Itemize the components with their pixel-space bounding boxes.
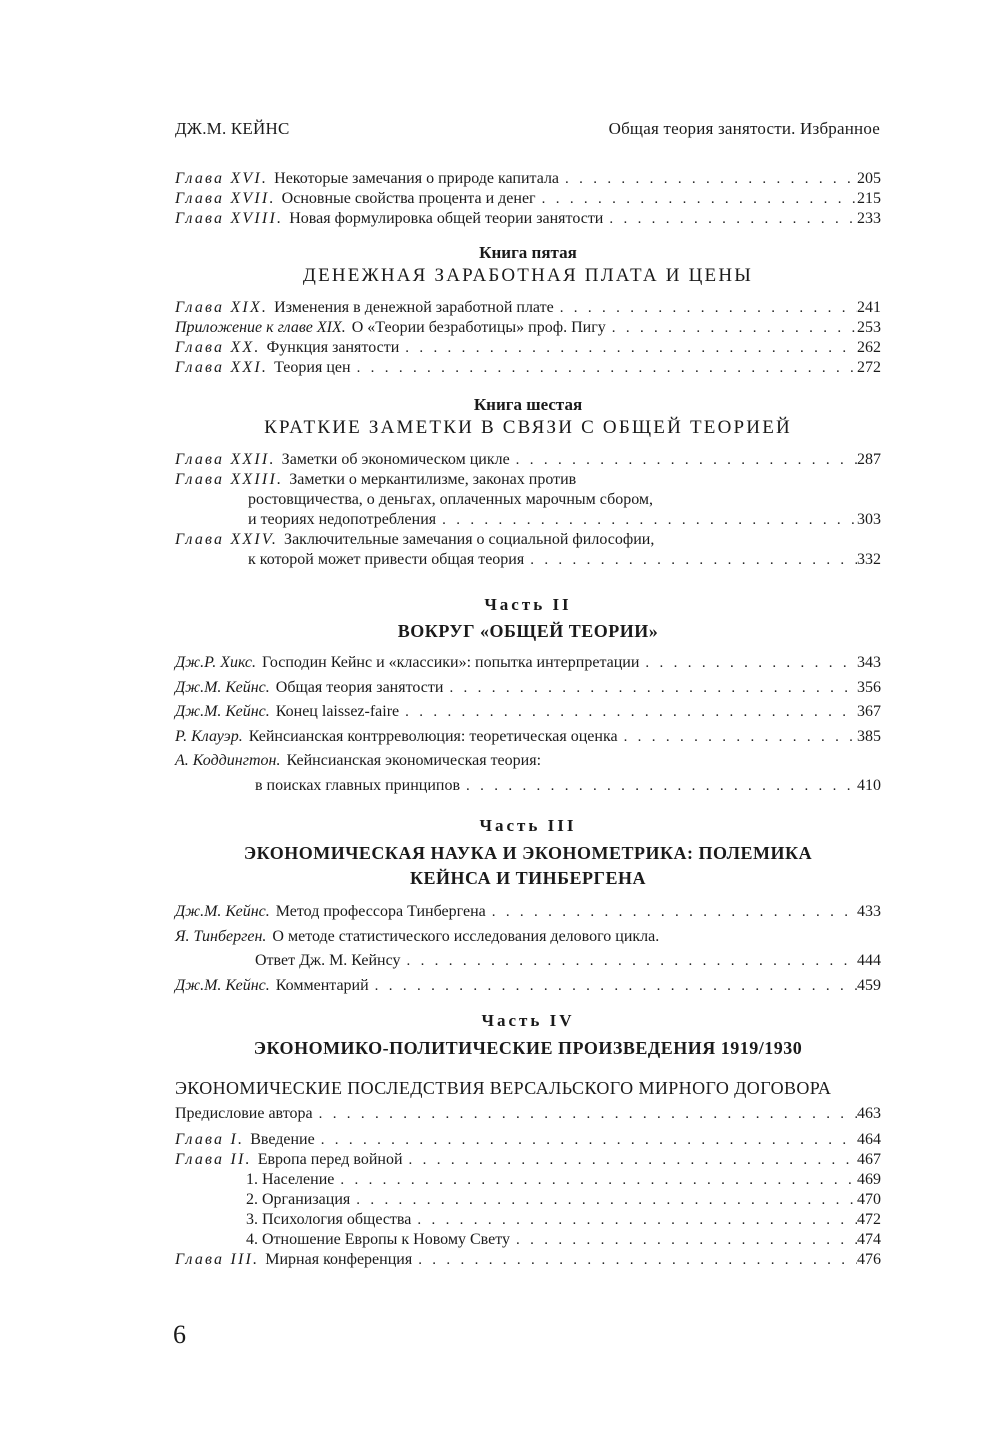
- toc-entry[interactable]: Я. Тинберген. О методе статистического исследования делового цикла.: [175, 927, 660, 945]
- part3-label: Часть III: [479, 816, 577, 835]
- page-ref: 385: [857, 727, 881, 745]
- toc-entry[interactable]: Глава III. Мирная конференция . . . 476: [175, 1250, 881, 1270]
- page-ref: 356: [857, 678, 881, 696]
- toc-entry-continuation[interactable]: Ответ Дж. М. Кейнсу . . . 444: [175, 949, 881, 974]
- page-ref: 444: [857, 952, 881, 969]
- book5-title: ДЕНЕЖНАЯ ЗАРАБОТНАЯ ПЛАТА И ЦЕНЫ: [302, 265, 754, 286]
- toc-section[interactable]: 2. Организация . . . 470: [175, 1190, 881, 1210]
- toc-entry[interactable]: Дж.М. Кейнс. Конец laissez-faire . . . 367: [175, 700, 881, 725]
- toc-entry-continuation[interactable]: и теориях недопотребления . . . 303: [175, 510, 881, 530]
- toc-block-book4-end: [175, 169, 881, 229]
- page-ref: 463: [857, 1105, 881, 1122]
- leader-dots: [436, 510, 857, 530]
- toc-entry[interactable]: Глава XVI. Некоторые замечания о природе капитала . . . 205: [175, 169, 881, 189]
- toc-entry[interactable]: Глава II. Европа перед войной . . . 467: [175, 1150, 881, 1170]
- leader-dots: [554, 298, 857, 318]
- page-ref: 410: [857, 776, 881, 794]
- leader-dots: [639, 651, 857, 676]
- leader-dots: [618, 725, 857, 750]
- page-ref: 474: [857, 1231, 881, 1248]
- leader-dots: [411, 1210, 857, 1230]
- book6-label: Книга шестая: [473, 395, 583, 414]
- toc-entry[interactable]: Дж.М. Кейнс. Метод профессора Тинбергена . . . 433: [175, 900, 881, 925]
- toc-entry[interactable]: Глава XIX. Изменения в денежной заработной плате . . . 241: [175, 298, 881, 318]
- leader-dots: [315, 1130, 857, 1150]
- leader-dots: [369, 974, 857, 999]
- running-head-author: ДЖ.М. КЕЙНС: [175, 119, 290, 138]
- page-ref: 205: [857, 170, 881, 187]
- leader-dots: [603, 209, 857, 229]
- toc-entry-continuation[interactable]: к которой может привести общая теория . . . 332: [175, 550, 881, 570]
- page-ref: 464: [857, 1131, 881, 1148]
- toc-section[interactable]: 1. Население . . . 469: [175, 1170, 881, 1190]
- leader-dots: [536, 189, 857, 209]
- page-ref: 469: [857, 1171, 881, 1188]
- toc-entry[interactable]: Дж.Р. Хикс. Господин Кейнс и «классики»: попытка интерпретации . . . 343: [175, 651, 881, 676]
- toc-section[interactable]: 4. Отношение Европы к Новому Свету . . . 474: [175, 1230, 881, 1250]
- toc-entry[interactable]: Глава XXII. Заметки об экономическом цикле . . . 287: [175, 450, 881, 470]
- toc-block-part3: [175, 900, 881, 998]
- page-ref: 459: [857, 976, 881, 994]
- page-ref: 215: [857, 190, 881, 207]
- leader-dots: [510, 450, 857, 470]
- page-ref: 367: [857, 703, 881, 720]
- page-number: 6: [173, 1320, 186, 1349]
- toc-block-book5: [175, 298, 881, 378]
- leader-dots: [351, 358, 857, 378]
- toc-entry[interactable]: А. Коддингтон. Кейнсианская экономическая теория:: [175, 752, 542, 769]
- toc-entry[interactable]: Глава I. Введение . . . 464: [175, 1130, 881, 1150]
- leader-dots: [334, 1170, 857, 1190]
- toc-entry[interactable]: Глава XVIII. Новая формулировка общей теории занятости . . . 233: [175, 209, 881, 229]
- page-ref: 433: [857, 903, 881, 920]
- toc-entry[interactable]: Дж.М. Кейнс. Комментарий . . . 459: [175, 974, 881, 999]
- book5-label: Книга пятая: [479, 243, 577, 262]
- toc-block-book6: [175, 450, 881, 570]
- toc-entry[interactable]: Приложение к главе XIX. О «Теории безработицы» проф. Пигу . . . 253: [175, 318, 881, 338]
- toc-entry[interactable]: Глава XXIII. Заметки о меркантилизме, законах против: [175, 471, 577, 488]
- leader-dots: [403, 1150, 857, 1170]
- toc-entry-continuation[interactable]: в поисках главных принципов . . . 410: [175, 774, 881, 799]
- part2-title: ВОКРУГ «ОБЩЕЙ ТЕОРИИ»: [397, 621, 659, 641]
- page-ref: 233: [857, 210, 881, 227]
- page-ref: 241: [857, 299, 881, 316]
- page-ref: 262: [857, 339, 881, 356]
- part3-title-line2: КЕЙНСА И ТИНБЕРГЕНА: [409, 868, 647, 888]
- toc-block-part4: [175, 1104, 881, 1270]
- part4-subtitle: ЭКОНОМИЧЕСКИЕ ПОСЛЕДСТВИЯ ВЕРСАЛЬСКОГО МИРНОГО ДОГОВОРА: [175, 1078, 832, 1098]
- leader-dots: [606, 318, 857, 338]
- toc-section[interactable]: 3. Психология общества . . . 472: [175, 1210, 881, 1230]
- toc-block-part2: [175, 651, 881, 798]
- page-ref: 470: [857, 1191, 881, 1208]
- running-head-title: Общая теория занятости. Избранное: [608, 119, 880, 138]
- page-ref: 272: [857, 359, 881, 376]
- leader-dots: [460, 774, 857, 799]
- page-ref: 303: [857, 511, 881, 528]
- part3-title-line1: ЭКОНОМИЧЕСКАЯ НАУКА И ЭКОНОМЕТРИКА: ПОЛЕМИКА: [243, 843, 813, 863]
- leader-dots: [510, 1230, 857, 1250]
- page-ref: 467: [857, 1151, 881, 1168]
- book6-title: КРАТКИЕ ЗАМЕТКИ В СВЯЗИ С ОБЩЕЙ ТЕОРИЕЙ: [264, 417, 792, 438]
- leader-dots: [524, 550, 857, 570]
- part2-label: Часть II: [484, 595, 572, 614]
- leader-dots: [313, 1104, 857, 1124]
- leader-dots: [412, 1250, 857, 1270]
- page-ref: 287: [857, 451, 881, 468]
- toc-entry[interactable]: Р. Клауэр. Кейнсианская контрреволюция: теоретическая оценка . . . 385: [175, 725, 881, 750]
- page-ref: 343: [857, 654, 881, 671]
- page-ref: 472: [857, 1211, 881, 1228]
- leader-dots: [350, 1190, 857, 1210]
- leader-dots: [443, 676, 857, 701]
- toc-entry[interactable]: Дж.М. Кейнс. Общая теория занятости . . . 356: [175, 676, 881, 701]
- page-ref: 476: [857, 1251, 881, 1268]
- part4-label: Часть IV: [481, 1011, 575, 1030]
- toc-entry[interactable]: Глава XVII. Основные свойства процента и денег . . . 215: [175, 189, 881, 209]
- part4-title: ЭКОНОМИКО-ПОЛИТИЧЕСКИЕ ПРОИЗВЕДЕНИЯ 1919/1930: [253, 1038, 803, 1058]
- leader-dots: [400, 949, 857, 974]
- leader-dots: [399, 338, 857, 358]
- page-ref: 332: [857, 551, 881, 568]
- page-ref: 253: [857, 319, 881, 336]
- toc-entry[interactable]: Глава XXIV. Заключительные замечания о социальной философии,: [175, 531, 655, 548]
- toc-entry[interactable]: Глава XX. Функция занятости . . . 262: [175, 338, 881, 358]
- leader-dots: [486, 900, 857, 925]
- leader-dots: [559, 169, 857, 189]
- toc-entry[interactable]: Глава XXI. Теория цен . . . 272: [175, 358, 881, 378]
- toc-entry[interactable]: Предисловие автора . . . 463: [175, 1104, 881, 1124]
- toc-entry-continuation: ростовщичества, о деньгах, оплаченных марочным сбором,: [248, 491, 654, 508]
- leader-dots: [399, 700, 857, 725]
